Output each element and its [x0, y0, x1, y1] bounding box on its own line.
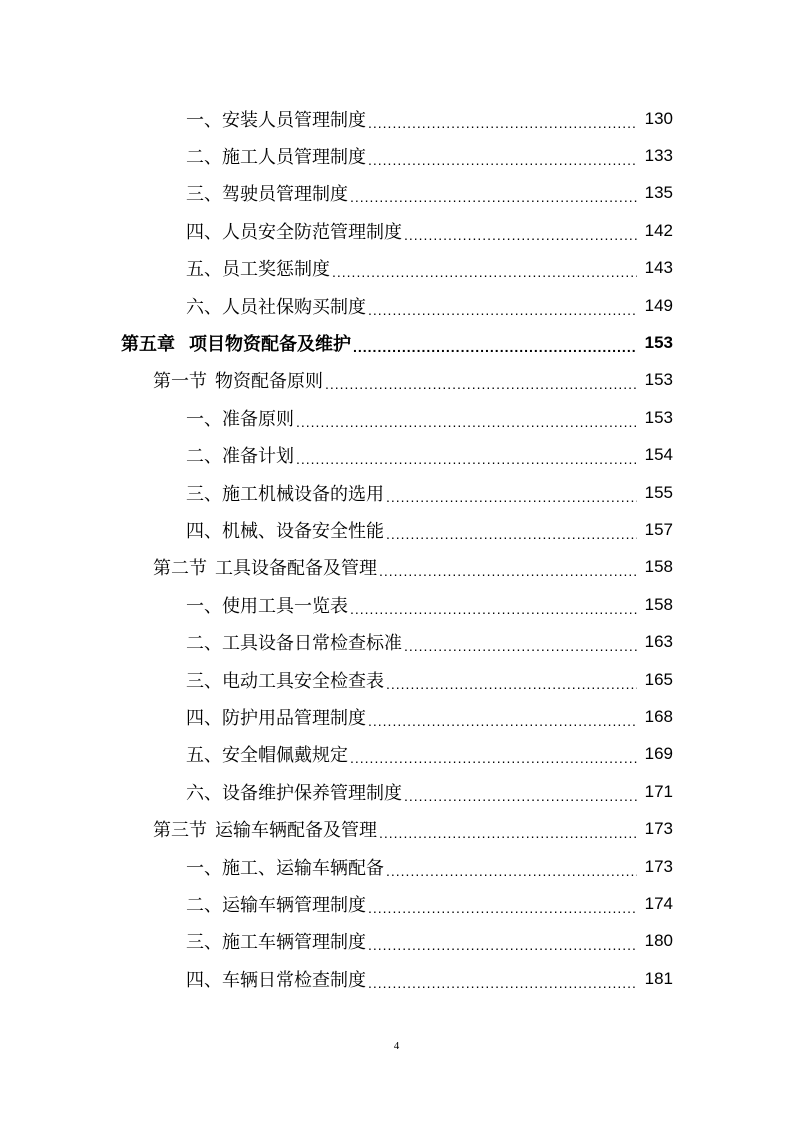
toc-entry-page: 135: [644, 183, 673, 203]
toc-entry[interactable]: [0, 399, 793, 436]
toc-entry-number: 二、: [186, 147, 222, 169]
toc-entry[interactable]: [0, 960, 793, 997]
toc-dot-leader: [379, 822, 637, 840]
toc-dot-leader: [386, 486, 637, 504]
toc-entry-page: 168: [644, 706, 673, 726]
toc-entry-page: 154: [644, 445, 673, 465]
toc-entry-page: 153: [644, 407, 673, 427]
toc-entry-page: 158: [644, 594, 673, 614]
toc-entry-page: 173: [644, 819, 673, 839]
toc-entry-title: 安装人员管理制度: [222, 109, 366, 131]
toc-entry-title: 运输车辆配备及管理: [215, 820, 377, 842]
toc-entry-number: 四、: [186, 707, 222, 729]
toc-dot-leader: [379, 560, 637, 578]
toc-dot-leader: [296, 448, 637, 466]
toc-entry-title: 人员安全防范管理制度: [222, 221, 402, 243]
toc-dot-leader: [368, 299, 637, 317]
toc-dot-leader: [368, 934, 637, 952]
toc-entry[interactable]: [0, 511, 793, 548]
toc-entry-number: 二、: [186, 894, 222, 916]
toc-entry-page: 153: [644, 333, 673, 353]
toc-entry-number: 三、: [186, 483, 222, 505]
toc-entry[interactable]: [0, 923, 793, 960]
toc-entry-title: 准备计划: [222, 446, 294, 468]
toc-entry-number: 第三节: [153, 820, 207, 842]
toc-entry-number: 四、: [186, 221, 222, 243]
toc-dot-leader: [368, 972, 637, 990]
toc-entry-page: 169: [644, 744, 673, 764]
toc-entry-number: 一、: [186, 595, 222, 617]
toc-entry[interactable]: [0, 698, 793, 735]
toc-entry-title: 物资配备原则: [215, 371, 323, 393]
toc-entry-title: 电动工具安全检查表: [222, 670, 384, 692]
toc-entry-title: 员工奖惩制度: [222, 259, 330, 281]
toc-entry-title: 驾驶员管理制度: [222, 184, 348, 206]
toc-entry-title: 车辆日常检查制度: [222, 969, 366, 991]
toc-dot-leader: [353, 336, 637, 354]
toc-dot-leader: [332, 261, 637, 279]
toc-entry-title: 工具设备日常检查标准: [222, 633, 402, 655]
toc-dot-leader: [368, 149, 637, 167]
toc-dot-leader: [386, 523, 637, 541]
toc-entry-title: 人员社保购买制度: [222, 296, 366, 318]
toc-entry-page: 157: [644, 519, 673, 539]
toc-entry-title: 项目物资配备及维护: [189, 334, 351, 356]
toc-entry-title: 准备原则: [222, 408, 294, 430]
toc-entry[interactable]: [0, 736, 793, 773]
toc-entry-page: 158: [644, 557, 673, 577]
toc-entry-number: 六、: [186, 782, 222, 804]
toc-entry-page: 130: [644, 108, 673, 128]
toc-dot-leader: [386, 673, 637, 691]
table-of-contents: [0, 100, 793, 997]
toc-entry-page: 165: [644, 669, 673, 689]
toc-section-entry[interactable]: [0, 549, 793, 586]
toc-dot-leader: [404, 635, 637, 653]
toc-entry[interactable]: [0, 848, 793, 885]
toc-entry-number: 五、: [186, 259, 222, 281]
toc-dot-leader: [368, 710, 637, 728]
toc-entry[interactable]: [0, 661, 793, 698]
toc-chapter-entry[interactable]: [0, 324, 793, 361]
toc-entry-number: 四、: [186, 520, 222, 542]
toc-dot-leader: [368, 897, 637, 915]
toc-entry-number: 三、: [186, 670, 222, 692]
toc-entry-number: 六、: [186, 296, 222, 318]
toc-dot-leader: [404, 224, 637, 242]
toc-entry-title: 施工人员管理制度: [222, 147, 366, 169]
toc-dot-leader: [325, 373, 637, 391]
toc-entry[interactable]: [0, 175, 793, 212]
toc-entry[interactable]: [0, 437, 793, 474]
toc-entry-page: 149: [644, 295, 673, 315]
toc-dot-leader: [368, 112, 637, 130]
toc-dot-leader: [386, 860, 637, 878]
toc-entry-title: 防护用品管理制度: [222, 707, 366, 729]
toc-entry-page: 163: [644, 632, 673, 652]
toc-entry-title: 工具设备配备及管理: [215, 558, 377, 580]
toc-entry-number: 第五章: [121, 334, 175, 356]
toc-entry[interactable]: [0, 287, 793, 324]
toc-entry[interactable]: [0, 586, 793, 623]
toc-entry-number: 四、: [186, 969, 222, 991]
toc-entry[interactable]: [0, 137, 793, 174]
toc-entry-number: 一、: [186, 109, 222, 131]
toc-entry-page: 180: [644, 931, 673, 951]
toc-entry-title: 使用工具一览表: [222, 595, 348, 617]
toc-entry[interactable]: [0, 100, 793, 137]
toc-entry-number: 二、: [186, 633, 222, 655]
toc-section-entry[interactable]: [0, 362, 793, 399]
toc-entry-number: 第二节: [153, 558, 207, 580]
toc-entry[interactable]: [0, 623, 793, 660]
toc-entry-number: 五、: [186, 745, 222, 767]
toc-section-entry[interactable]: [0, 810, 793, 847]
toc-entry-number: 一、: [186, 857, 222, 879]
toc-entry[interactable]: [0, 885, 793, 922]
toc-entry-page: 155: [644, 482, 673, 502]
toc-entry-title: 施工机械设备的选用: [222, 483, 384, 505]
toc-entry[interactable]: [0, 474, 793, 511]
toc-entry[interactable]: [0, 773, 793, 810]
toc-entry[interactable]: [0, 250, 793, 287]
toc-entry-title: 施工、运输车辆配备: [222, 857, 384, 879]
toc-entry[interactable]: [0, 212, 793, 249]
toc-dot-leader: [404, 785, 637, 803]
toc-entry-page: 171: [644, 781, 673, 801]
toc-entry-number: 二、: [186, 446, 222, 468]
toc-entry-title: 安全帽佩戴规定: [222, 745, 348, 767]
toc-entry-number: 三、: [186, 184, 222, 206]
toc-entry-page: 142: [644, 220, 673, 240]
toc-entry-page: 174: [644, 893, 673, 913]
toc-entry-page: 173: [644, 856, 673, 876]
toc-entry-number: 一、: [186, 408, 222, 430]
toc-entry-page: 143: [644, 258, 673, 278]
toc-entry-page: 153: [644, 370, 673, 390]
toc-dot-leader: [350, 598, 637, 616]
toc-entry-number: 三、: [186, 932, 222, 954]
toc-entry-title: 施工车辆管理制度: [222, 932, 366, 954]
toc-dot-leader: [350, 747, 637, 765]
toc-dot-leader: [296, 411, 637, 429]
toc-entry-title: 机械、设备安全性能: [222, 520, 384, 542]
toc-entry-page: 181: [644, 968, 673, 988]
toc-entry-page: 133: [644, 146, 673, 166]
page-number: 4: [393, 1040, 400, 1052]
toc-entry-title: 设备维护保养管理制度: [222, 782, 402, 804]
toc-entry-title: 运输车辆管理制度: [222, 894, 366, 916]
toc-entry-number: 第一节: [153, 371, 207, 393]
toc-dot-leader: [350, 186, 637, 204]
